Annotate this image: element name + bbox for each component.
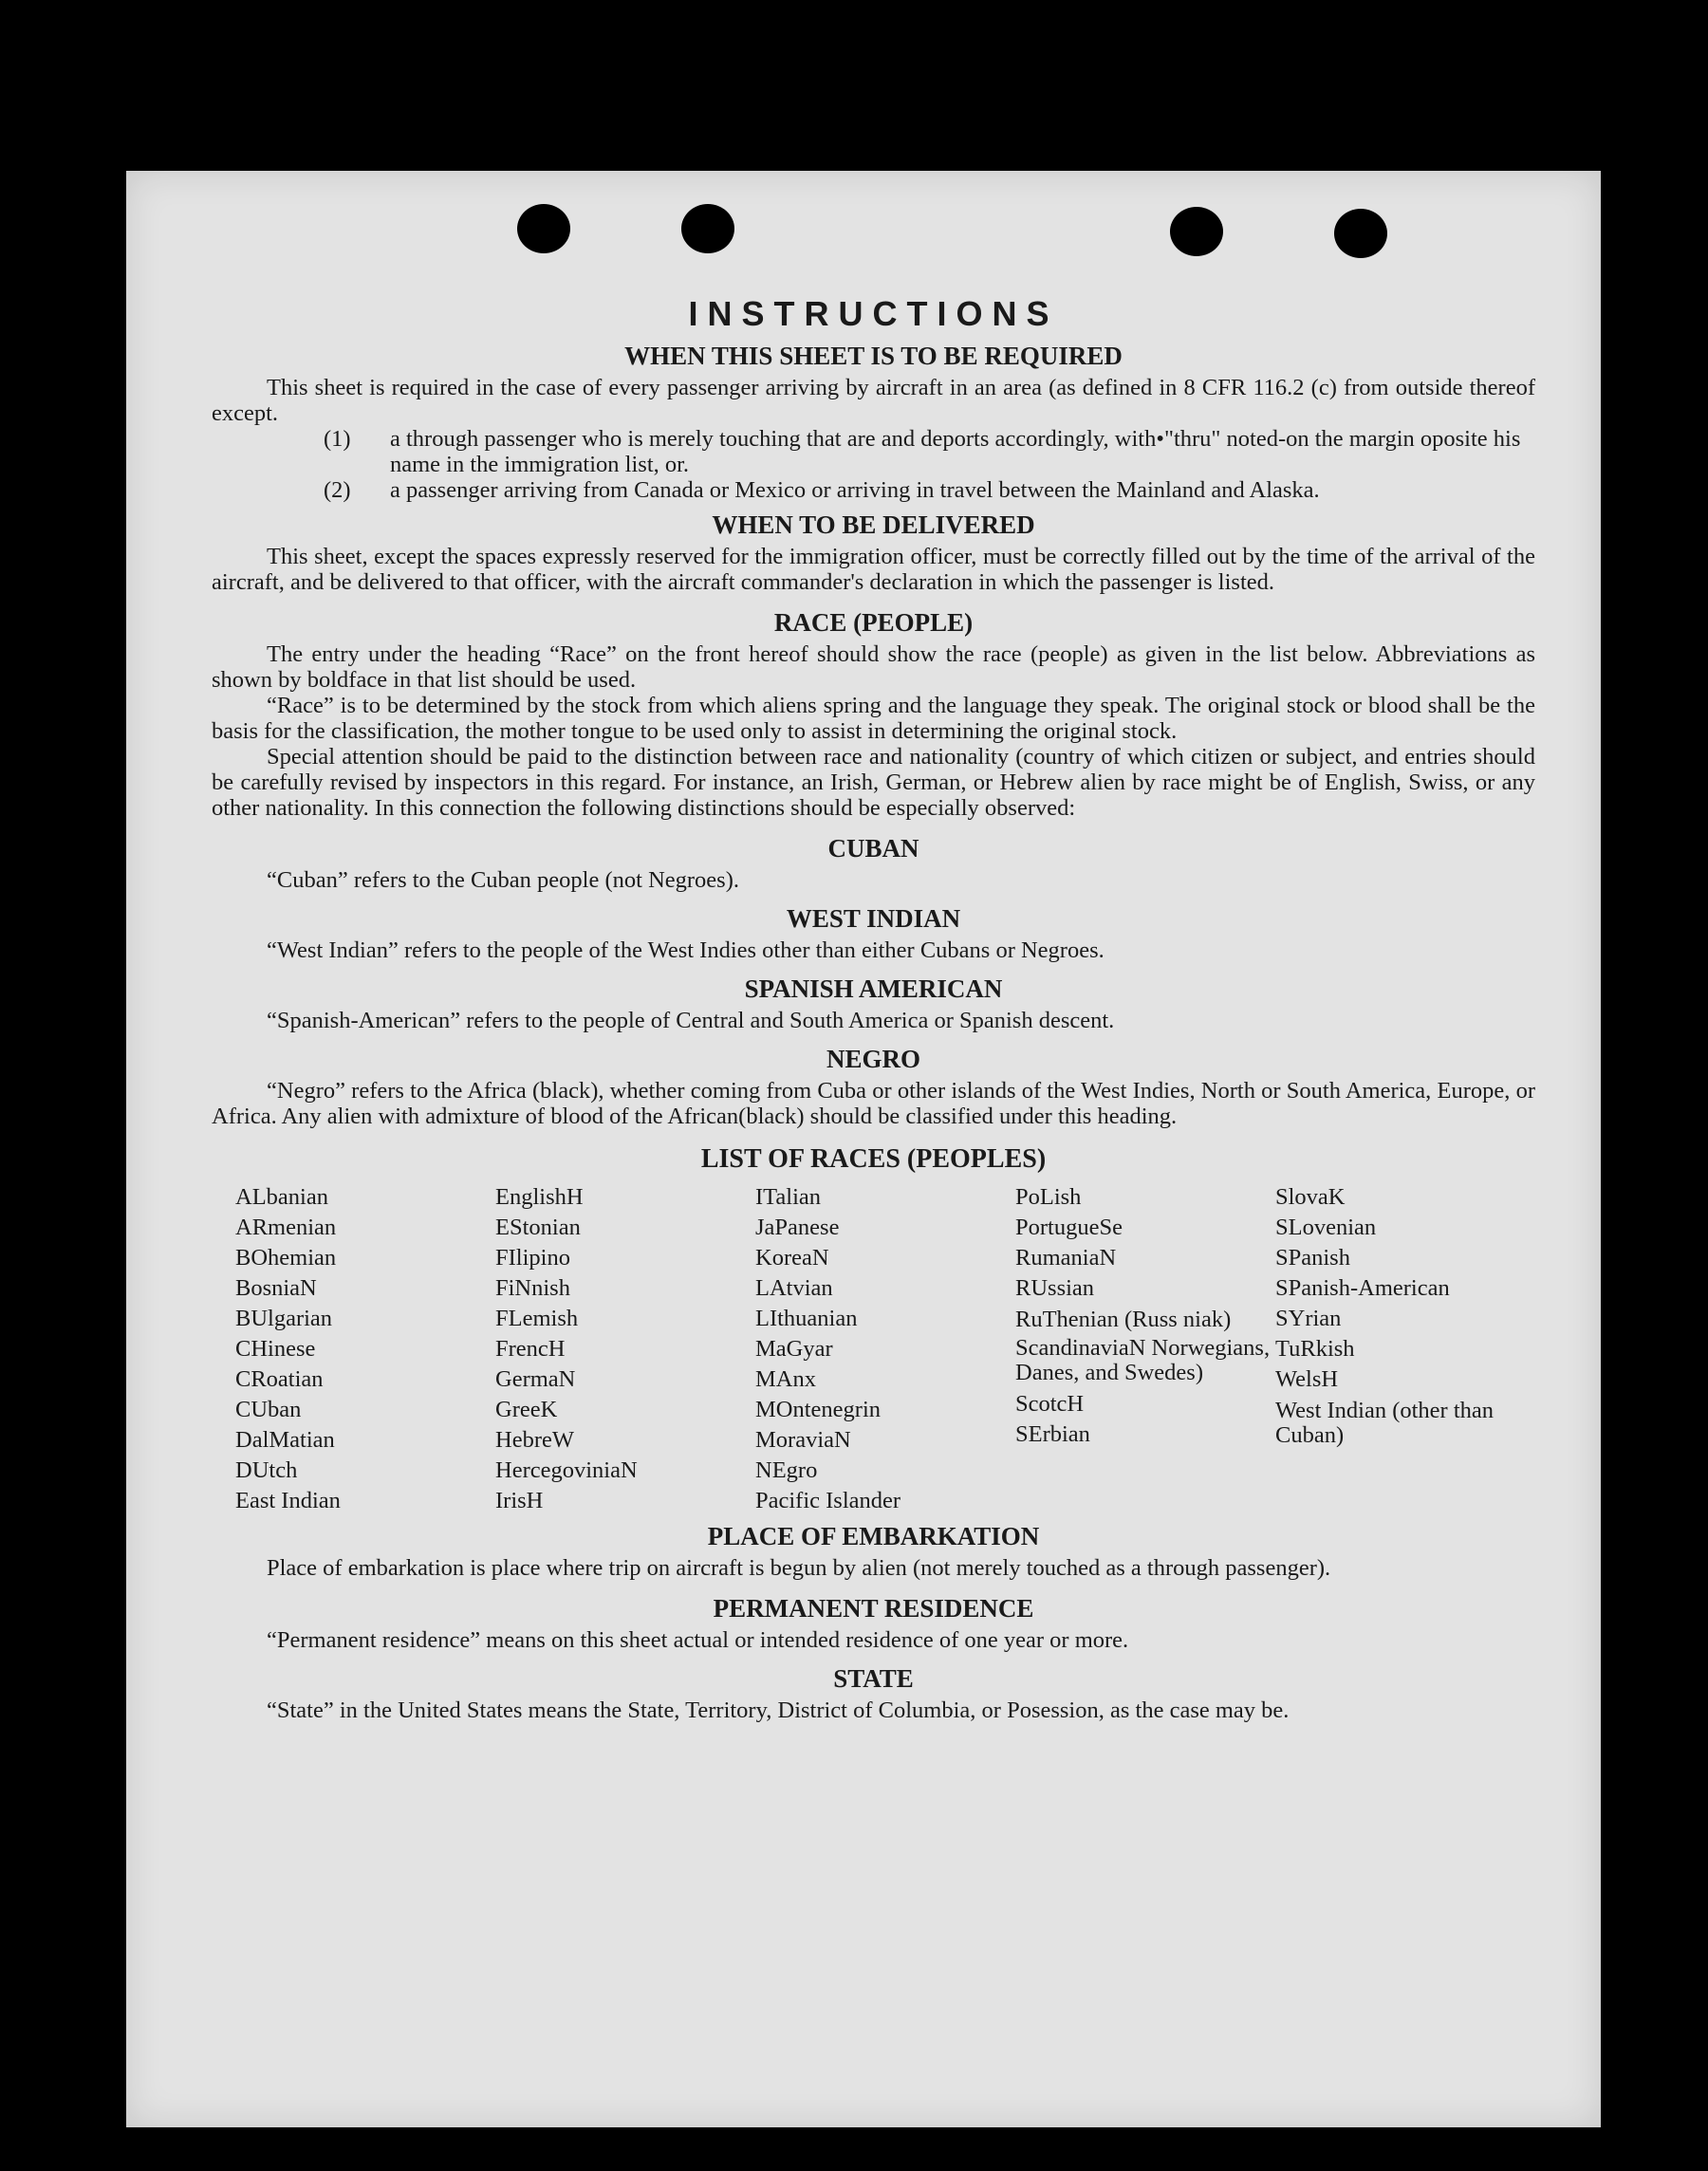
race-item: NEgro	[755, 1457, 818, 1483]
race-item: West Indian (other than Cuban)	[1275, 1398, 1494, 1448]
race-item: FiNnish	[495, 1275, 570, 1301]
list-heading: LIST OF RACES (PEOPLES)	[700, 1144, 1047, 1174]
race-item: HercegoviniaN	[495, 1457, 638, 1483]
race-item: ALbanian	[235, 1184, 328, 1210]
section-heading: WEST INDIAN	[786, 904, 961, 933]
exception-text: a through passenger who is merely touching that are and deports accordingly, with•"thru" noted-on the margin oposite his name in the immigration list, or.	[390, 426, 1521, 477]
punch-hole	[681, 204, 734, 253]
section-body: “Permanent residence” means on this sheet actual or intended residence of one year or more.	[267, 1627, 1129, 1653]
race-item: DUtch	[235, 1457, 298, 1483]
section-heading: NEGRO	[826, 1045, 920, 1073]
exception-number: (2)	[324, 477, 351, 503]
race-item: FIlipino	[495, 1245, 570, 1271]
section-heading: PERMANENT RESIDENCE	[713, 1594, 1034, 1623]
races-column	[235, 1182, 495, 1516]
race-item: HebreW	[495, 1427, 574, 1453]
race-item: EnglishH	[495, 1184, 584, 1210]
exception-item	[324, 477, 1535, 503]
race-item: FLemish	[495, 1306, 579, 1331]
race-item: SErbian	[1015, 1421, 1090, 1447]
race-item: EStonian	[495, 1215, 581, 1240]
instructions-content	[212, 294, 1535, 1723]
race-item: ScotcH	[1015, 1391, 1085, 1417]
races-column	[1015, 1182, 1275, 1516]
race-item: JaPanese	[755, 1215, 840, 1240]
race-item: MaGyar	[755, 1336, 833, 1362]
race-item: SlovaK	[1275, 1184, 1346, 1210]
race-item: RuThenian (Russ niak)	[1015, 1307, 1232, 1332]
section-body: “Cuban” refers to the Cuban people (not Negroes).	[267, 867, 739, 893]
race-item: ITalian	[755, 1184, 822, 1210]
race-item: CUban	[235, 1397, 302, 1422]
race-item: GreeK	[495, 1397, 558, 1422]
race-item: WelsH	[1275, 1366, 1339, 1392]
punch-hole	[1170, 207, 1223, 256]
race-item: TuRkish	[1275, 1336, 1355, 1362]
exception-number: (1)	[324, 426, 351, 452]
section-body: “West Indian” refers to the people of the West Indies other than either Cubans or Negroes.	[267, 937, 1105, 963]
section-heading: CUBAN	[827, 834, 919, 863]
punch-hole	[1334, 209, 1387, 258]
race-item: MoraviaN	[755, 1427, 851, 1453]
race-item: CHinese	[235, 1336, 316, 1362]
section-heading: WHEN TO BE DELIVERED	[712, 510, 1035, 539]
section-body: “Race” is to be determined by the stock from which aliens spring and the language they speak. The original stock or blood shall be the basis for the classification, the mother tongue to be used only to assist in determining the original stock.	[212, 693, 1535, 744]
race-item: SPanish-American	[1275, 1275, 1450, 1301]
race-item: IrisH	[495, 1488, 544, 1513]
race-item: Pacific Islander	[755, 1488, 901, 1513]
exception-item	[324, 426, 1535, 477]
exception-text: a passenger arriving from Canada or Mexico or arriving in travel between the Mainland and Alaska.	[390, 477, 1320, 503]
race-item: PortugueSe	[1015, 1215, 1123, 1240]
race-item: MOntenegrin	[755, 1397, 881, 1422]
punch-hole	[517, 204, 570, 253]
section-heading: WHEN THIS SHEET IS TO BE REQUIRED	[624, 342, 1123, 370]
race-item: BosniaN	[235, 1275, 317, 1301]
races-column	[495, 1182, 755, 1516]
section-body: This sheet is required in the case of every passenger arriving by aircraft in an area (as defined in 8 CFR 116.2 (c) from outside thereof except.	[212, 375, 1535, 426]
race-item: SYrian	[1275, 1306, 1342, 1331]
race-item: BUlgarian	[235, 1306, 333, 1331]
section-heading: PLACE OF EMBARKATION	[707, 1522, 1040, 1550]
section-body: Place of embarkation is place where trip on aircraft is begun by alien (not merely touched as a through passenger).	[267, 1555, 1331, 1581]
section-body: The entry under the heading “Race” on the front hereof should show the race (people) as given in the list below. Abbreviations as shown by boldface in that list should be used.	[212, 641, 1535, 693]
race-item: FrencH	[495, 1336, 566, 1362]
section-heading: SPANISH AMERICAN	[744, 974, 1003, 1003]
section-body: Special attention should be paid to the distinction between race and nationality (country of which citizen or subject, and entries should be carefully revised by inspectors in this regard. For instance, an Irish, German, or Hebrew alien by race might be of English, Swiss, or any other nationality. In this connection the following distinctions should be especially observed:	[212, 744, 1535, 821]
race-item: LAtvian	[755, 1275, 833, 1301]
races-column	[1275, 1182, 1535, 1516]
race-item: PoLish	[1015, 1184, 1082, 1210]
race-item: CRoatian	[235, 1366, 324, 1392]
race-item: RUssian	[1015, 1275, 1095, 1301]
races-list	[212, 1182, 1535, 1516]
race-item: RumaniaN	[1015, 1245, 1117, 1271]
race-item: LIthuanian	[755, 1306, 858, 1331]
page-title: INSTRUCTIONS	[688, 294, 1059, 333]
race-item: SPanish	[1275, 1245, 1350, 1271]
race-item: ARmenian	[235, 1215, 337, 1240]
section-body: “Negro” refers to the Africa (black), whether coming from Cuba or other islands of the West Indies, North or South America, Europe, or Africa. Any alien with admixture of blood of the African(black) should be classified under this heading.	[212, 1078, 1535, 1129]
race-item: East Indian	[235, 1488, 341, 1513]
section-body: “State” in the United States means the State, Territory, District of Columbia, or Posession, as the case may be.	[267, 1698, 1290, 1723]
section-body: “Spanish-American” refers to the people of Central and South America or Spanish descent.	[267, 1008, 1115, 1033]
race-item: BOhemian	[235, 1245, 337, 1271]
race-item: MAnx	[755, 1366, 816, 1392]
races-column	[755, 1182, 1015, 1516]
section-heading: STATE	[833, 1664, 914, 1693]
race-item: GermaN	[495, 1366, 576, 1392]
race-item: DalMatian	[235, 1427, 335, 1453]
race-item: SLovenian	[1275, 1215, 1377, 1240]
section-body: This sheet, except the spaces expressly reserved for the immigration officer, must be correctly filled out by the time of the arrival of the aircraft, and be delivered to that officer, with the aircraft commander's declaration in which the passenger is listed.	[212, 544, 1535, 595]
race-item: ScandinaviaN Norwegians, Danes, and Swedes)	[1015, 1335, 1271, 1385]
document-sheet	[126, 171, 1601, 2127]
section-heading: RACE (PEOPLE)	[773, 608, 974, 637]
race-item: KoreaN	[755, 1245, 829, 1271]
